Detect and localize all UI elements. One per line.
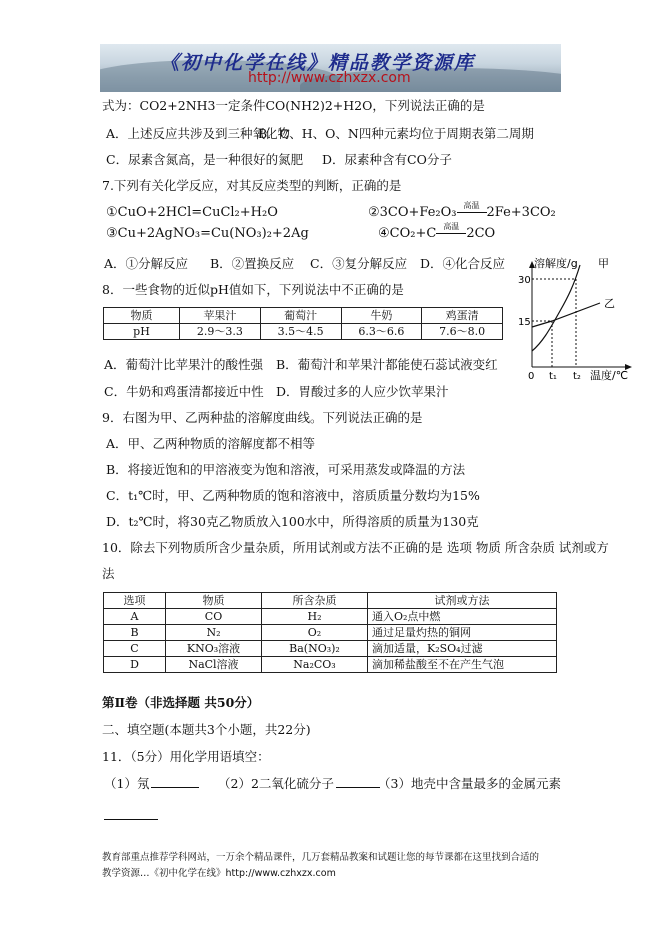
q7-option-b: B．②置换反应 — [210, 256, 295, 271]
section-2-title: 第Ⅱ卷（非选择题 共50分） — [102, 695, 260, 710]
table-row — [104, 657, 557, 673]
q8-stem: 8．一些食物的近似pH值如下，下列说法中不正确的是 — [102, 282, 404, 297]
table-cell: N₂ — [166, 625, 262, 641]
q11-item-1 — [104, 776, 199, 792]
question-intro: 式为：CO2+2NH3一定条件CO(NH2)2+H2O，下列说法正确的是 — [102, 98, 485, 113]
q8-ph-table — [103, 307, 503, 340]
q7-reaction-4 — [378, 222, 496, 242]
table-row — [104, 609, 557, 625]
q11-item-2-label: （2）2二氧化硫分子 — [218, 776, 334, 791]
q7-option-a: A．①分解反应 — [104, 256, 189, 271]
q7-reaction-1: ①CuO+2HCl=CuCl₂+H₂O — [106, 205, 278, 220]
table-cell: A — [104, 609, 166, 625]
answer-blank[interactable] — [151, 776, 199, 788]
q11-item-2 — [218, 776, 380, 792]
table-cell: 试剂或方法 — [368, 593, 557, 609]
table-header-row — [104, 308, 503, 324]
q9-option-c: C．t₁℃时，甲、乙两种物质的饱和溶液中，溶质质量分数均为15% — [106, 488, 480, 503]
table-cell: Na₂CO₃ — [262, 657, 368, 673]
table-cell: 物质 — [104, 308, 180, 324]
q9-option-a: A．甲、乙两种物质的溶解度都不相等 — [106, 436, 316, 451]
q7-reaction-4-right: 2CO — [466, 226, 496, 241]
table-cell: C — [104, 641, 166, 657]
q7-reaction-4-condition-label: 高温 — [443, 222, 460, 231]
q8-option-d: D．胃酸过多的人应少饮苹果汁 — [276, 384, 449, 399]
table-cell: 通过足量灼热的铜网 — [368, 625, 557, 641]
q11-stem: 11．（5分）用化学用语填空： — [102, 749, 270, 764]
table-row — [104, 641, 557, 657]
answer-blank[interactable] — [104, 808, 158, 820]
header-banner — [100, 44, 561, 92]
q7-reaction-2-right: 2Fe+3CO₂ — [486, 205, 556, 220]
table-cell: CO — [166, 609, 262, 625]
table-cell: Ba(NO₃)₂ — [262, 641, 368, 657]
graph-tick-t1: t₁ — [549, 371, 557, 382]
table-cell: 6.3～6.6 — [341, 324, 422, 340]
q7-reaction-4-condition — [436, 222, 466, 242]
graph-tick-15: 15 — [518, 317, 531, 328]
q6-option-a: A．上述反应共涉及到三种氧化物 — [106, 126, 291, 141]
footer-line-2: 教学资源…《初中化学在线》http://www.czhxzx.com — [102, 868, 336, 879]
answer-blank[interactable] — [336, 776, 380, 788]
q7-reaction-2-left: ②3CO+Fe₂O₃ — [368, 205, 457, 220]
table-cell: 3.5～4.5 — [260, 324, 341, 340]
graph-y-label: 溶解度/g — [534, 257, 578, 270]
graph-tick-t2: t₂ — [573, 371, 581, 382]
q10-stem-continued: 法 — [102, 566, 115, 581]
graph-x-label: 温度/℃ — [590, 369, 629, 382]
q7-reaction-2-condition-label: 高温 — [463, 201, 480, 210]
q6-option-d: D．尿素种含有CO分子 — [322, 152, 452, 167]
graph-origin-label: 0 — [528, 371, 535, 382]
q8-option-a: A．葡萄汁比苹果汁的酸性强 — [104, 357, 264, 372]
table-cell: 2.9～3.3 — [180, 324, 261, 340]
table-cell: 7.6～8.0 — [422, 324, 503, 340]
table-cell: 滴加稀盐酸至不在产生气泡 — [368, 657, 557, 673]
q11-item-3-label: （3）地壳中含量最多的金属元素 — [378, 776, 561, 791]
table-cell: NaCl溶液 — [166, 657, 262, 673]
q7-reaction-3: ③Cu+2AgNO₃=Cu(NO₃)₂+2Ag — [106, 226, 309, 241]
q10-stem: 10．除去下列物质所含少量杂质，所用试剂或方法不正确的是 选项 物质 所含杂质 试剂或方 — [102, 540, 609, 555]
table-cell: 物质 — [166, 593, 262, 609]
table-cell: 鸡蛋清 — [422, 308, 503, 324]
table-cell: O₂ — [262, 625, 368, 641]
graph-tick-30: 30 — [518, 275, 531, 286]
table-row — [104, 625, 557, 641]
q6-option-c: C．尿素含氮高，是一种很好的氮肥 — [106, 152, 304, 167]
banner-url: http://www.czhxzx.com — [248, 70, 411, 86]
table-cell: 所含杂质 — [262, 593, 368, 609]
table-cell: B — [104, 625, 166, 641]
table-header-row — [104, 593, 557, 609]
graph-series-yi-label: 乙 — [604, 297, 615, 310]
table-cell: 选项 — [104, 593, 166, 609]
table-cell: D — [104, 657, 166, 673]
q7-option-c: C．③复分解反应 — [310, 256, 408, 271]
q7-reaction-4-left: ④CO₂+C — [378, 226, 437, 241]
q6-option-b: B．C、H、O、N四种元素均位于周期表第二周期 — [258, 126, 534, 141]
solubility-curve-graph — [510, 255, 646, 385]
q7-stem: 7.下列有关化学反应，对其反应类型的判断，正确的是 — [102, 178, 402, 193]
curve-jia — [532, 265, 580, 351]
q9-option-b: B．将接近饱和的甲溶液变为饱和溶液，可采用蒸发或降温的方法 — [106, 462, 466, 477]
table-cell: 苹果汁 — [180, 308, 261, 324]
footer-line-1: 教育部重点推荐学科网站，一万余个精品课件，几万套精品教案和试题让您的每节课都在这里找到合适的 — [102, 852, 540, 863]
table-cell: 葡萄汁 — [260, 308, 341, 324]
banner-title: 《初中化学在线》精品教学资源库 — [160, 52, 476, 74]
table-cell: KNO₃溶液 — [166, 641, 262, 657]
table-cell: 牛奶 — [341, 308, 422, 324]
q7-option-d: D．④化合反应 — [420, 256, 506, 271]
q9-stem: 9．右图为甲、乙两种盐的溶解度曲线。下列说法正确的是 — [102, 410, 423, 425]
q10-impurity-table — [103, 592, 557, 673]
table-row — [104, 324, 503, 340]
graph-series-jia-label: 甲 — [598, 257, 609, 270]
curve-yi — [532, 303, 600, 327]
q8-option-b: B．葡萄汁和苹果汁都能使石蕊试液变红 — [276, 357, 498, 372]
table-cell: H₂ — [262, 609, 368, 625]
q8-option-c: C．牛奶和鸡蛋清都接近中性 — [104, 384, 264, 399]
q11-item-1-label: （1）氖 — [104, 776, 150, 791]
table-cell: pH — [104, 324, 180, 340]
table-cell: 通入O₂点中燃 — [368, 609, 557, 625]
q9-option-d: D．t₂℃时，将30克乙物质放入100水中，所得溶质的质量为130克 — [106, 514, 479, 529]
section-2-part-heading: 二、填空题(本题共3个小题，共22分) — [102, 722, 311, 737]
table-cell: 滴加适量，K₂SO₄过滤 — [368, 641, 557, 657]
